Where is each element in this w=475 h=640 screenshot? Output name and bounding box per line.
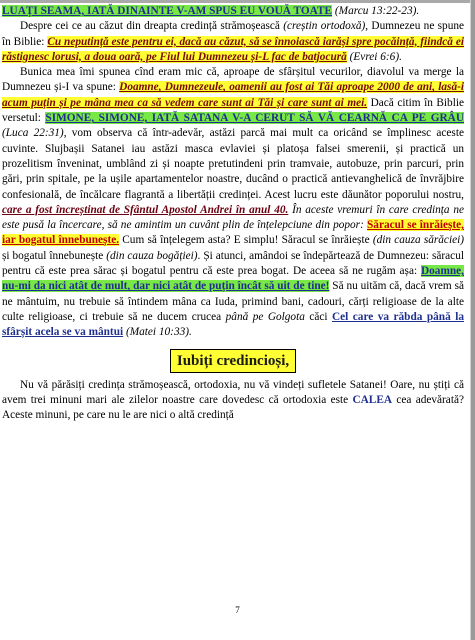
page-number: 7 bbox=[235, 605, 240, 615]
heading-wrapper bbox=[2, 349, 464, 373]
text-run-italic: (din cauza sărăciei) bbox=[372, 234, 464, 247]
text-run: Bunica mea îmi spunea cînd eram mic că, aproape de sfârșitul vecurilor, diavolul va merge la Dumnezeu și-I va spune: bbox=[2, 66, 464, 94]
text-run-italic: până pe Golgota bbox=[225, 310, 305, 323]
text-run: și bogatul înnebunește bbox=[2, 249, 107, 262]
text-run: Nu vă părăsiți credința strămoșească, ortodoxia, nu vă vindeți sufletele Satanei! Oare, nu știți că avem trei minuni mari ale zilelor noastre care dovedesc că ortodoxia este bbox=[2, 378, 464, 406]
reference-matthew: (Matei 10:33). bbox=[123, 326, 192, 339]
text-run: , vom observa că într-adevăr, astăzi parcă mai mult ca oricând se împlinesc aceste cuvinte. Slujbașii Satanei iau astăzi masca evlaviei și platoșa falsei smerenii, și practică un prozelitism înveninat, umblând zi și noapte pretutindeni prin tramvaie, autobuze, prin parcuri, prin gări, prin spitale, pe la ușile apartamentelor noastre, ducând o practică antievanghelică de învrăjbire confesională, de încălcare flagrantă a libertății credinței. Acest lucru este dăunător poporului nostru, bbox=[2, 127, 464, 201]
paragraph-closing bbox=[2, 378, 464, 424]
endurance-quote: Cel care va răbda până la sfârșit acela se va mântui bbox=[2, 310, 464, 339]
verse-simone: SIMONE, SIMONE, IATĂ SATANA V-A CERUT SĂ VĂ CEARNĂ CA PE GRÂU bbox=[45, 112, 464, 125]
page-frame-top bbox=[0, 0, 470, 3]
text-run: Dacă citim în Biblie versetul: bbox=[2, 96, 464, 125]
apostle-andrew-text: care a fost încreștinat de Sfântul Apostol Andrei în anul 40. bbox=[2, 203, 289, 216]
intro-title: LUAȚI SEAMA, IATĂ DINAINTE V-AM SPUS EU VOUĂ TOATE bbox=[2, 5, 333, 17]
paragraph-fallen-faith bbox=[2, 19, 464, 65]
section-heading: Iubiți credincioși, bbox=[170, 349, 296, 373]
text-run: Cum să înțelegem asta? E simplu! Săracul se înrăiește bbox=[119, 234, 373, 247]
text-run: . Și atunci, amândoi se îndepărtează de Dumnezeu: săracul pentru că este prea sărac și bogatul pentru că este prea bogat. De aceea să ne rugăm așa: bbox=[2, 249, 464, 278]
text-run-italic: (din cauza bogăției) bbox=[106, 249, 198, 262]
quote-hebrews: Cu neputință este pentru ei, dacă au căzut, să se înnoiască iarăși spre pocăință, fiindcă ei răstignesc lorusi, a doua oară, pe Fiul lui Dumnezeu și-L fac de batjocură bbox=[2, 35, 464, 63]
intro-title-reference: (Marcu 13:22-23). bbox=[334, 5, 420, 17]
intro-paragraph bbox=[2, 4, 464, 19]
text-run-italic: În aceste vremuri în care credința ne este pusă la încercare, să ne amintim un cuvânt plin de înțelepciune din popor: bbox=[2, 203, 464, 232]
page-frame-right bbox=[471, 0, 475, 640]
text-run-italic: (creștin ortodoxă) bbox=[283, 20, 366, 33]
reference-luke: (Luca 22:31) bbox=[2, 127, 64, 140]
text-run: , Dumnezeu ne spune în Biblie: bbox=[2, 20, 465, 48]
paragraph-main bbox=[2, 65, 464, 340]
text-run: Să nu uităm că, dacă vrem să ne mântuim, nu trebuie să întindem mâna ca Iuda, primind bani, cadouri, cărți religioase de la alte culte religioase, ci trebuie să ne ducem crucea bbox=[2, 280, 464, 323]
proverb-highlight: Săracul se înrăiește, iar bogatul înnebunește. bbox=[2, 219, 465, 247]
page-content bbox=[2, 4, 464, 423]
reference-hebrews: (Evrei 6:6). bbox=[346, 50, 402, 63]
prayer-highlight: Doamne, nu-mi da nici atât de mult, dar nici atât de puțin încât să uit de tine! bbox=[2, 265, 464, 293]
calea-bold: CALEA bbox=[352, 393, 393, 406]
quote-devil: Doamne, Dumnezeule, oamenii au fost ai Tăi aproape 2000 de ani, lasă-i acum puțin și pe mâna mea ca să vedem care sunt ai Tăi și care sunt ai mei. bbox=[2, 81, 465, 109]
text-run: căci bbox=[304, 310, 332, 323]
text-run: cea adevărată? Aceste minuni, pe care nu le are nici o altă credință bbox=[2, 393, 464, 422]
text-run: Despre cei ce au căzut din dreapta credință strămoșească bbox=[20, 20, 284, 33]
